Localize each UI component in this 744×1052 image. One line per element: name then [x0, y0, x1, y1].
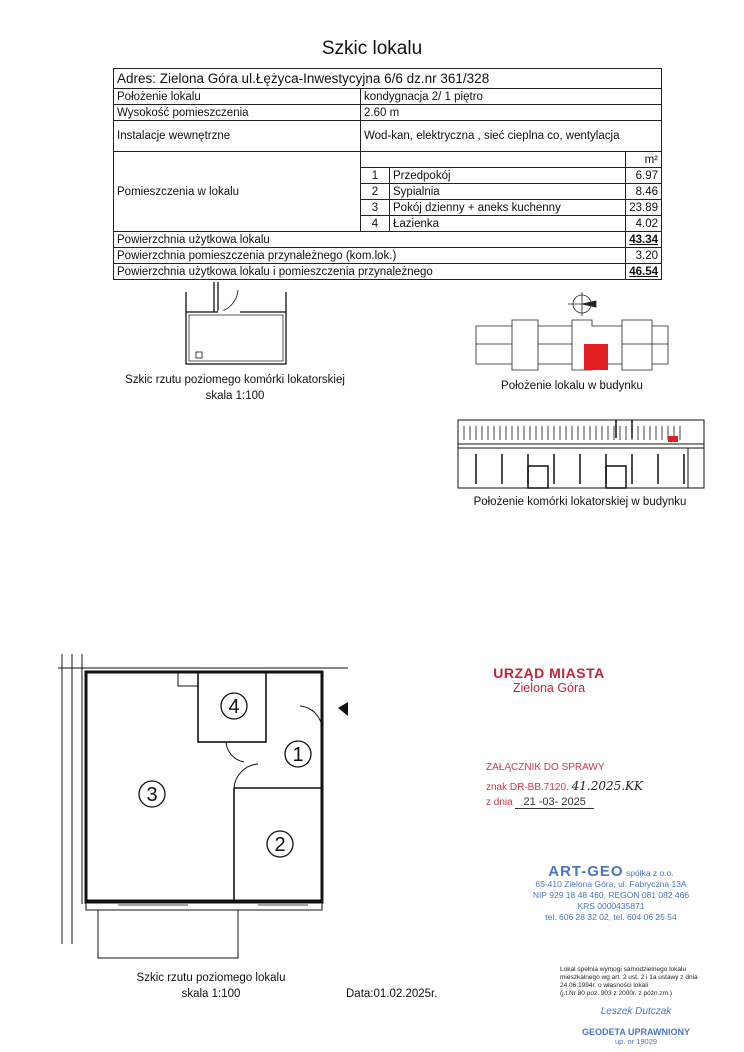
stamp-date: 21 -03- 2025 [515, 796, 593, 809]
storage-scale: skala 1:100 [205, 390, 265, 402]
room-name: Łazienka [390, 216, 626, 232]
plan-label-1: 1 [292, 744, 304, 766]
page-title: Szkic lokalu [321, 38, 423, 59]
surveyor-stamp [566, 1006, 706, 1046]
unit-floor-plan [58, 654, 358, 970]
row-value: Wod-kan, elektryczna , sieć cieplna co, wentylacja [361, 121, 662, 152]
total-label: Powierzchnia pomieszczenia przynależnego (kom.lok.) [114, 248, 626, 264]
company-name: ART-GEO [548, 863, 624, 880]
room-name: Przedpokój [390, 168, 626, 184]
company-tel: tel. 606 28 32 02, tel. 604 06 25 54 [545, 912, 677, 922]
unit-highlight [584, 344, 608, 370]
total-value: 46.54 [626, 264, 662, 280]
storage-position-caption: Położenie komórki lokatorskiej w budynku [473, 496, 687, 508]
room-area: 8.46 [626, 184, 662, 200]
note-line: 24.06.1994r. o własności lokali [560, 982, 649, 989]
room-name: Sypialnia [390, 184, 626, 200]
date-label: Data:01.02.2025r. [346, 988, 438, 1000]
building-position-plan [472, 288, 672, 374]
row-label: Wysokość pomieszczenia [114, 105, 361, 121]
company-suffix: spółka z o.o. [625, 868, 674, 878]
surveyor-title: GEODETA UPRAWNIONY [581, 1027, 690, 1037]
company-address: 65-410 Zielona Góra, ul. Fabryczna 13A [535, 879, 687, 889]
attachment-stamp [486, 762, 686, 808]
room-area: 4.02 [626, 216, 662, 232]
attachment-stamp-line3: z dnia [486, 797, 513, 808]
note-line: mieszkalnego wg art. 2 ust. 2 i 1a ustawy z dnia [560, 974, 698, 981]
total-value: 43.34 [626, 232, 662, 248]
surveyor-number: up. nr 19029 [614, 1037, 658, 1046]
company-nip: NIP 929 18 48 460, REGON 081 082 466 [532, 890, 690, 900]
plan-label-4: 4 [228, 696, 240, 718]
office-stamp-line1: URZĄD MIASTA [493, 665, 605, 681]
unit-header: m² [626, 152, 662, 168]
room-name: Pokój dzienny + aneks kuchenny [390, 200, 626, 216]
company-stamp [506, 863, 716, 923]
row-value: kondygnacja 2/ 1 piętro [361, 89, 662, 105]
address-cell: Adres: Zielona Góra ul.Łężyca-Inwestycyjna 6/6 dz.nr 361/328 [114, 69, 662, 89]
office-stamp-line2: Zielona Góra [512, 681, 586, 695]
storage-position-plan [456, 418, 706, 490]
note-line: (j.t.Nr 80 poz. 903 z 2000r. z późn.zm.) [560, 990, 672, 997]
plan-label-3: 3 [146, 784, 158, 806]
building-position-caption: Położenie lokalu w budynku [501, 380, 643, 392]
total-label: Powierzchnia użytkowa lokalu [114, 232, 626, 248]
total-value: 3.20 [626, 248, 662, 264]
attachment-stamp-line1: ZAŁĄCZNIK DO SPRAWY [486, 762, 605, 773]
attachment-stamp-line2: znak DR-BB.7120. [486, 782, 569, 793]
unit-scale: skala 1:100 [181, 988, 241, 1000]
unit-caption: Szkic rzutu poziomego lokalu [136, 972, 286, 984]
row-value: 2.60 m [361, 105, 662, 121]
unit-info-table [113, 68, 662, 280]
room-no: 2 [361, 184, 390, 200]
plan-label-2: 2 [274, 834, 286, 856]
room-no: 4 [361, 216, 390, 232]
room-area: 23.89 [626, 200, 662, 216]
row-label: Położenie lokalu [114, 89, 361, 105]
room-area: 6.97 [626, 168, 662, 184]
room-no: 1 [361, 168, 390, 184]
case-number: 41.2025.KK [571, 779, 643, 793]
storage-highlight [668, 436, 678, 442]
storage-sketch [180, 282, 300, 372]
room-no: 3 [361, 200, 390, 216]
total-label: Powierzchnia użytkowa lokalu i pomieszczenia przynależnego [114, 264, 626, 280]
note-line: Lokal spełnia wymogi samodzielnego lokalu [560, 966, 687, 973]
legal-note [560, 966, 720, 998]
row-label: Instalacje wewnętrzne [114, 121, 361, 152]
surveyor-name: Leszek Dutczak [600, 1006, 672, 1017]
storage-caption: Szkic rzutu poziomego komórki lokatorskiej [125, 374, 345, 386]
company-krs: KRS 0000435871 [577, 901, 645, 911]
rooms-label: Pomieszczenia w lokalu [114, 152, 361, 232]
